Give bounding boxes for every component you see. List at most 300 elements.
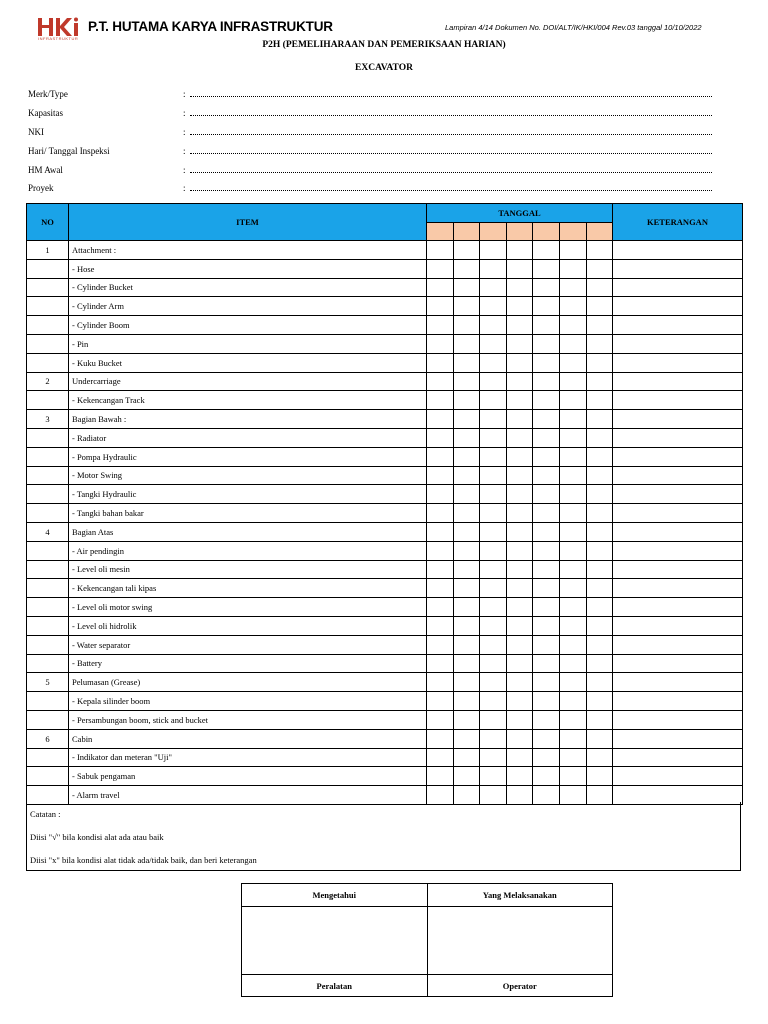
check-cell[interactable]: [480, 334, 507, 353]
check-cell[interactable]: [506, 241, 533, 260]
check-cell[interactable]: [506, 316, 533, 335]
check-cell[interactable]: [586, 372, 612, 391]
check-cell[interactable]: [506, 485, 533, 504]
check-cell[interactable]: [559, 616, 586, 635]
check-cell[interactable]: [427, 579, 454, 598]
check-cell[interactable]: [427, 372, 454, 391]
sign-box-pelaksana[interactable]: [427, 907, 613, 975]
check-cell[interactable]: [506, 673, 533, 692]
check-cell[interactable]: [480, 692, 507, 711]
check-cell[interactable]: [559, 541, 586, 560]
check-cell[interactable]: [506, 616, 533, 635]
field-colon: :: [183, 107, 186, 118]
keterangan-cell[interactable]: [613, 710, 743, 729]
check-cell[interactable]: [427, 316, 454, 335]
check-cell[interactable]: [453, 560, 480, 579]
check-cell[interactable]: [559, 241, 586, 260]
row-no: [27, 428, 69, 447]
sign-footer-operator: Operator: [427, 975, 613, 997]
check-cell[interactable]: [480, 579, 507, 598]
check-cell[interactable]: [533, 729, 560, 748]
check-cell[interactable]: [480, 504, 507, 523]
check-cell[interactable]: [506, 428, 533, 447]
sign-footer-peralatan: Peralatan: [242, 975, 428, 997]
check-cell[interactable]: [453, 673, 480, 692]
table-row: [27, 654, 743, 673]
check-cell[interactable]: [533, 748, 560, 767]
check-cell[interactable]: [427, 654, 454, 673]
check-cell[interactable]: [586, 748, 612, 767]
check-cell[interactable]: [453, 729, 480, 748]
table-row: [27, 729, 743, 748]
field-line[interactable]: [190, 134, 712, 135]
keterangan-cell[interactable]: [613, 692, 743, 711]
check-cell[interactable]: [506, 767, 533, 786]
check-cell[interactable]: [559, 767, 586, 786]
check-cell[interactable]: [453, 710, 480, 729]
check-cell[interactable]: [586, 692, 612, 711]
row-no: [27, 748, 69, 767]
check-cell[interactable]: [586, 635, 612, 654]
table-row: [27, 334, 743, 353]
check-cell[interactable]: [453, 353, 480, 372]
check-cell[interactable]: [506, 334, 533, 353]
row-no: [27, 278, 69, 297]
keterangan-cell[interactable]: [613, 372, 743, 391]
check-cell[interactable]: [506, 410, 533, 429]
hki-logo-mark: [36, 16, 84, 38]
row-item: - Persambungan boom, stick and bucket: [69, 710, 427, 729]
document-reference: Lampiran 4/14 Dokumen No. DOI/ALT/IK/HKI/004 Rev.03 tanggal 10/10/2022: [445, 23, 702, 32]
check-cell[interactable]: [586, 316, 612, 335]
check-cell[interactable]: [480, 541, 507, 560]
check-cell[interactable]: [586, 598, 612, 617]
keterangan-cell[interactable]: [613, 748, 743, 767]
check-cell[interactable]: [453, 692, 480, 711]
company-logo: [36, 16, 333, 42]
check-cell[interactable]: [453, 316, 480, 335]
keterangan-cell[interactable]: [613, 673, 743, 692]
check-cell[interactable]: [586, 391, 612, 410]
check-cell[interactable]: [453, 504, 480, 523]
date-cell[interactable]: [586, 223, 612, 241]
check-cell[interactable]: [586, 410, 612, 429]
check-cell[interactable]: [586, 259, 612, 278]
check-cell[interactable]: [453, 410, 480, 429]
check-cell[interactable]: [453, 654, 480, 673]
check-cell[interactable]: [480, 372, 507, 391]
check-cell[interactable]: [480, 560, 507, 579]
check-cell[interactable]: [586, 466, 612, 485]
check-cell[interactable]: [506, 391, 533, 410]
date-cell[interactable]: [427, 223, 454, 241]
check-cell[interactable]: [559, 560, 586, 579]
check-cell[interactable]: [453, 767, 480, 786]
check-cell[interactable]: [506, 748, 533, 767]
check-cell[interactable]: [506, 372, 533, 391]
check-cell[interactable]: [586, 297, 612, 316]
check-cell[interactable]: [453, 466, 480, 485]
keterangan-cell[interactable]: [613, 353, 743, 372]
check-cell[interactable]: [427, 447, 454, 466]
keterangan-cell[interactable]: [613, 391, 743, 410]
row-item: - Alarm travel: [69, 786, 427, 805]
keterangan-cell[interactable]: [613, 466, 743, 485]
keterangan-cell[interactable]: [613, 485, 743, 504]
check-cell[interactable]: [506, 522, 533, 541]
table-row: [27, 767, 743, 786]
check-cell[interactable]: [480, 729, 507, 748]
check-cell[interactable]: [533, 334, 560, 353]
row-no: [27, 767, 69, 786]
keterangan-cell[interactable]: [613, 579, 743, 598]
check-cell[interactable]: [559, 673, 586, 692]
check-cell[interactable]: [533, 316, 560, 335]
row-no: [27, 560, 69, 579]
check-cell[interactable]: [586, 541, 612, 560]
check-cell[interactable]: [559, 391, 586, 410]
signature-table: [241, 883, 613, 997]
field-line[interactable]: [190, 172, 712, 173]
check-cell[interactable]: [559, 297, 586, 316]
check-cell[interactable]: [453, 579, 480, 598]
row-no: 2: [27, 372, 69, 391]
row-item: - Water separator: [69, 635, 427, 654]
check-cell[interactable]: [506, 598, 533, 617]
keterangan-cell[interactable]: [613, 278, 743, 297]
check-cell[interactable]: [559, 654, 586, 673]
check-cell[interactable]: [480, 654, 507, 673]
check-cell[interactable]: [533, 579, 560, 598]
check-cell[interactable]: [533, 410, 560, 429]
row-item: - Indikator dan meteran "Uji": [69, 748, 427, 767]
field-tanggal-inspeksi[interactable]: [28, 145, 718, 164]
check-cell[interactable]: [480, 748, 507, 767]
field-colon: :: [183, 126, 186, 137]
check-cell[interactable]: [427, 541, 454, 560]
row-item: Cabin: [69, 729, 427, 748]
check-cell[interactable]: [453, 372, 480, 391]
check-cell[interactable]: [533, 710, 560, 729]
check-cell[interactable]: [559, 372, 586, 391]
check-cell[interactable]: [506, 466, 533, 485]
check-cell[interactable]: [559, 635, 586, 654]
check-cell[interactable]: [586, 447, 612, 466]
check-cell[interactable]: [533, 447, 560, 466]
row-no: [27, 334, 69, 353]
keterangan-cell[interactable]: [613, 297, 743, 316]
check-cell[interactable]: [427, 673, 454, 692]
check-cell[interactable]: [427, 692, 454, 711]
check-cell[interactable]: [586, 710, 612, 729]
row-no: [27, 466, 69, 485]
check-cell[interactable]: [559, 466, 586, 485]
check-cell[interactable]: [586, 616, 612, 635]
check-cell[interactable]: [586, 767, 612, 786]
check-cell[interactable]: [480, 316, 507, 335]
check-cell[interactable]: [533, 654, 560, 673]
check-cell[interactable]: [586, 560, 612, 579]
row-item: Bagian Bawah :: [69, 410, 427, 429]
check-cell[interactable]: [533, 504, 560, 523]
check-cell[interactable]: [533, 466, 560, 485]
check-cell[interactable]: [533, 767, 560, 786]
keterangan-cell[interactable]: [613, 316, 743, 335]
check-cell[interactable]: [453, 485, 480, 504]
table-row: [27, 241, 743, 260]
check-cell[interactable]: [480, 259, 507, 278]
check-cell[interactable]: [533, 241, 560, 260]
keterangan-cell[interactable]: [613, 729, 743, 748]
field-hm-awal[interactable]: [28, 164, 718, 183]
keterangan-cell[interactable]: [613, 560, 743, 579]
check-cell[interactable]: [533, 522, 560, 541]
check-cell[interactable]: [427, 278, 454, 297]
check-cell[interactable]: [480, 673, 507, 692]
row-item: - Cylinder Arm: [69, 297, 427, 316]
check-cell[interactable]: [533, 428, 560, 447]
check-cell[interactable]: [506, 710, 533, 729]
check-cell[interactable]: [586, 278, 612, 297]
check-cell[interactable]: [586, 654, 612, 673]
row-no: 1: [27, 241, 69, 260]
field-label: Proyek: [28, 183, 54, 194]
check-cell[interactable]: [586, 241, 612, 260]
keterangan-cell[interactable]: [613, 767, 743, 786]
header-tanggal: TANGGAL: [427, 204, 613, 223]
check-cell[interactable]: [427, 560, 454, 579]
check-cell[interactable]: [506, 353, 533, 372]
check-cell[interactable]: [559, 522, 586, 541]
sign-box-mengetahui[interactable]: [242, 907, 428, 975]
keterangan-cell[interactable]: [613, 504, 743, 523]
date-cell[interactable]: [533, 223, 560, 241]
check-cell[interactable]: [427, 748, 454, 767]
check-cell[interactable]: [427, 334, 454, 353]
check-cell[interactable]: [559, 447, 586, 466]
keterangan-cell[interactable]: [613, 598, 743, 617]
field-label: NKI: [28, 126, 44, 137]
check-cell[interactable]: [427, 635, 454, 654]
check-cell[interactable]: [559, 579, 586, 598]
field-nki[interactable]: [28, 126, 718, 145]
check-cell[interactable]: [427, 616, 454, 635]
check-cell[interactable]: [559, 710, 586, 729]
check-cell[interactable]: [559, 410, 586, 429]
check-cell[interactable]: [453, 428, 480, 447]
field-kapasitas[interactable]: [28, 107, 718, 126]
check-cell[interactable]: [533, 635, 560, 654]
check-cell[interactable]: [453, 278, 480, 297]
check-cell[interactable]: [453, 635, 480, 654]
check-cell[interactable]: [559, 259, 586, 278]
keterangan-cell[interactable]: [613, 447, 743, 466]
check-cell[interactable]: [480, 428, 507, 447]
check-cell[interactable]: [533, 541, 560, 560]
check-cell[interactable]: [533, 616, 560, 635]
check-cell[interactable]: [480, 353, 507, 372]
check-cell[interactable]: [480, 241, 507, 260]
check-cell[interactable]: [586, 522, 612, 541]
check-cell[interactable]: [480, 522, 507, 541]
check-cell[interactable]: [427, 410, 454, 429]
check-cell[interactable]: [533, 485, 560, 504]
date-cell[interactable]: [480, 223, 507, 241]
keterangan-cell[interactable]: [613, 522, 743, 541]
check-cell[interactable]: [506, 692, 533, 711]
date-cell[interactable]: [453, 223, 480, 241]
check-cell[interactable]: [427, 710, 454, 729]
check-cell[interactable]: [559, 278, 586, 297]
check-cell[interactable]: [506, 278, 533, 297]
check-cell[interactable]: [480, 635, 507, 654]
check-cell[interactable]: [453, 241, 480, 260]
check-cell[interactable]: [427, 466, 454, 485]
check-cell[interactable]: [506, 541, 533, 560]
check-cell[interactable]: [559, 748, 586, 767]
check-cell[interactable]: [427, 259, 454, 278]
row-no: 5: [27, 673, 69, 692]
check-cell[interactable]: [533, 673, 560, 692]
check-cell[interactable]: [533, 391, 560, 410]
check-cell[interactable]: [559, 598, 586, 617]
date-cell[interactable]: [506, 223, 533, 241]
check-cell[interactable]: [480, 297, 507, 316]
check-cell[interactable]: [480, 767, 507, 786]
keterangan-cell[interactable]: [613, 410, 743, 429]
check-cell[interactable]: [506, 504, 533, 523]
row-no: [27, 635, 69, 654]
field-proyek[interactable]: [28, 182, 718, 201]
check-cell[interactable]: [480, 410, 507, 429]
company-name: P.T. HUTAMA KARYA INFRASTRUKTUR: [88, 19, 333, 34]
logo-subtext: INFRASTRUKTUR: [38, 36, 79, 41]
field-colon: :: [183, 145, 186, 156]
check-cell[interactable]: [586, 673, 612, 692]
check-cell[interactable]: [506, 259, 533, 278]
check-cell[interactable]: [480, 447, 507, 466]
check-cell[interactable]: [453, 748, 480, 767]
check-cell[interactable]: [506, 560, 533, 579]
keterangan-cell[interactable]: [613, 241, 743, 260]
check-cell[interactable]: [427, 353, 454, 372]
table-row: [27, 673, 743, 692]
check-cell[interactable]: [427, 428, 454, 447]
check-cell[interactable]: [559, 353, 586, 372]
check-cell[interactable]: [427, 241, 454, 260]
keterangan-cell[interactable]: [613, 541, 743, 560]
check-cell[interactable]: [453, 598, 480, 617]
check-cell[interactable]: [453, 259, 480, 278]
check-cell[interactable]: [559, 729, 586, 748]
check-cell[interactable]: [533, 560, 560, 579]
check-cell[interactable]: [453, 391, 480, 410]
check-cell[interactable]: [427, 767, 454, 786]
keterangan-cell[interactable]: [613, 428, 743, 447]
field-merk-type[interactable]: [28, 88, 718, 107]
row-item: - Kekencangan tali kipas: [69, 579, 427, 598]
check-cell[interactable]: [453, 522, 480, 541]
check-cell[interactable]: [480, 391, 507, 410]
check-cell[interactable]: [453, 334, 480, 353]
check-cell[interactable]: [586, 504, 612, 523]
check-cell[interactable]: [480, 485, 507, 504]
notes-line-check: Diisi "√" bila kondisi alat ada atau baik: [30, 832, 164, 842]
check-cell[interactable]: [480, 710, 507, 729]
check-cell[interactable]: [559, 334, 586, 353]
row-item: - Motor Swing: [69, 466, 427, 485]
keterangan-cell[interactable]: [613, 616, 743, 635]
check-cell[interactable]: [506, 579, 533, 598]
row-no: [27, 616, 69, 635]
check-cell[interactable]: [506, 729, 533, 748]
check-cell[interactable]: [453, 297, 480, 316]
check-cell[interactable]: [453, 616, 480, 635]
date-cell[interactable]: [559, 223, 586, 241]
keterangan-cell[interactable]: [613, 635, 743, 654]
check-cell[interactable]: [586, 729, 612, 748]
check-cell[interactable]: [533, 353, 560, 372]
check-cell[interactable]: [427, 485, 454, 504]
check-cell[interactable]: [506, 447, 533, 466]
keterangan-cell[interactable]: [613, 654, 743, 673]
check-cell[interactable]: [427, 504, 454, 523]
check-cell[interactable]: [586, 428, 612, 447]
check-cell[interactable]: [559, 316, 586, 335]
field-line[interactable]: [190, 115, 712, 116]
check-cell[interactable]: [427, 522, 454, 541]
check-cell[interactable]: [506, 654, 533, 673]
check-cell[interactable]: [586, 353, 612, 372]
check-cell[interactable]: [480, 278, 507, 297]
header-fields: [28, 88, 718, 201]
check-cell[interactable]: [533, 372, 560, 391]
check-cell[interactable]: [427, 391, 454, 410]
check-cell[interactable]: [586, 334, 612, 353]
check-cell[interactable]: [559, 504, 586, 523]
check-cell[interactable]: [480, 616, 507, 635]
check-cell[interactable]: [586, 579, 612, 598]
check-cell[interactable]: [533, 259, 560, 278]
keterangan-cell[interactable]: [613, 334, 743, 353]
check-cell[interactable]: [559, 428, 586, 447]
check-cell[interactable]: [427, 598, 454, 617]
check-cell[interactable]: [559, 692, 586, 711]
table-row: [27, 391, 743, 410]
check-cell[interactable]: [533, 598, 560, 617]
check-cell[interactable]: [506, 635, 533, 654]
check-cell[interactable]: [453, 541, 480, 560]
notes-label: Catatan :: [30, 809, 61, 819]
row-item: - Tangki bahan bakar: [69, 504, 427, 523]
check-cell[interactable]: [427, 297, 454, 316]
check-cell[interactable]: [533, 692, 560, 711]
check-cell[interactable]: [533, 278, 560, 297]
check-cell[interactable]: [506, 297, 533, 316]
field-line[interactable]: [190, 153, 712, 154]
field-line[interactable]: [190, 190, 712, 191]
check-cell[interactable]: [480, 466, 507, 485]
check-cell[interactable]: [559, 485, 586, 504]
field-label: Hari/ Tanggal Inspeksi: [28, 145, 110, 156]
check-cell[interactable]: [533, 297, 560, 316]
check-cell[interactable]: [480, 598, 507, 617]
check-cell[interactable]: [453, 447, 480, 466]
check-cell[interactable]: [427, 729, 454, 748]
check-cell[interactable]: [586, 485, 612, 504]
keterangan-cell[interactable]: [613, 259, 743, 278]
field-line[interactable]: [190, 96, 712, 97]
